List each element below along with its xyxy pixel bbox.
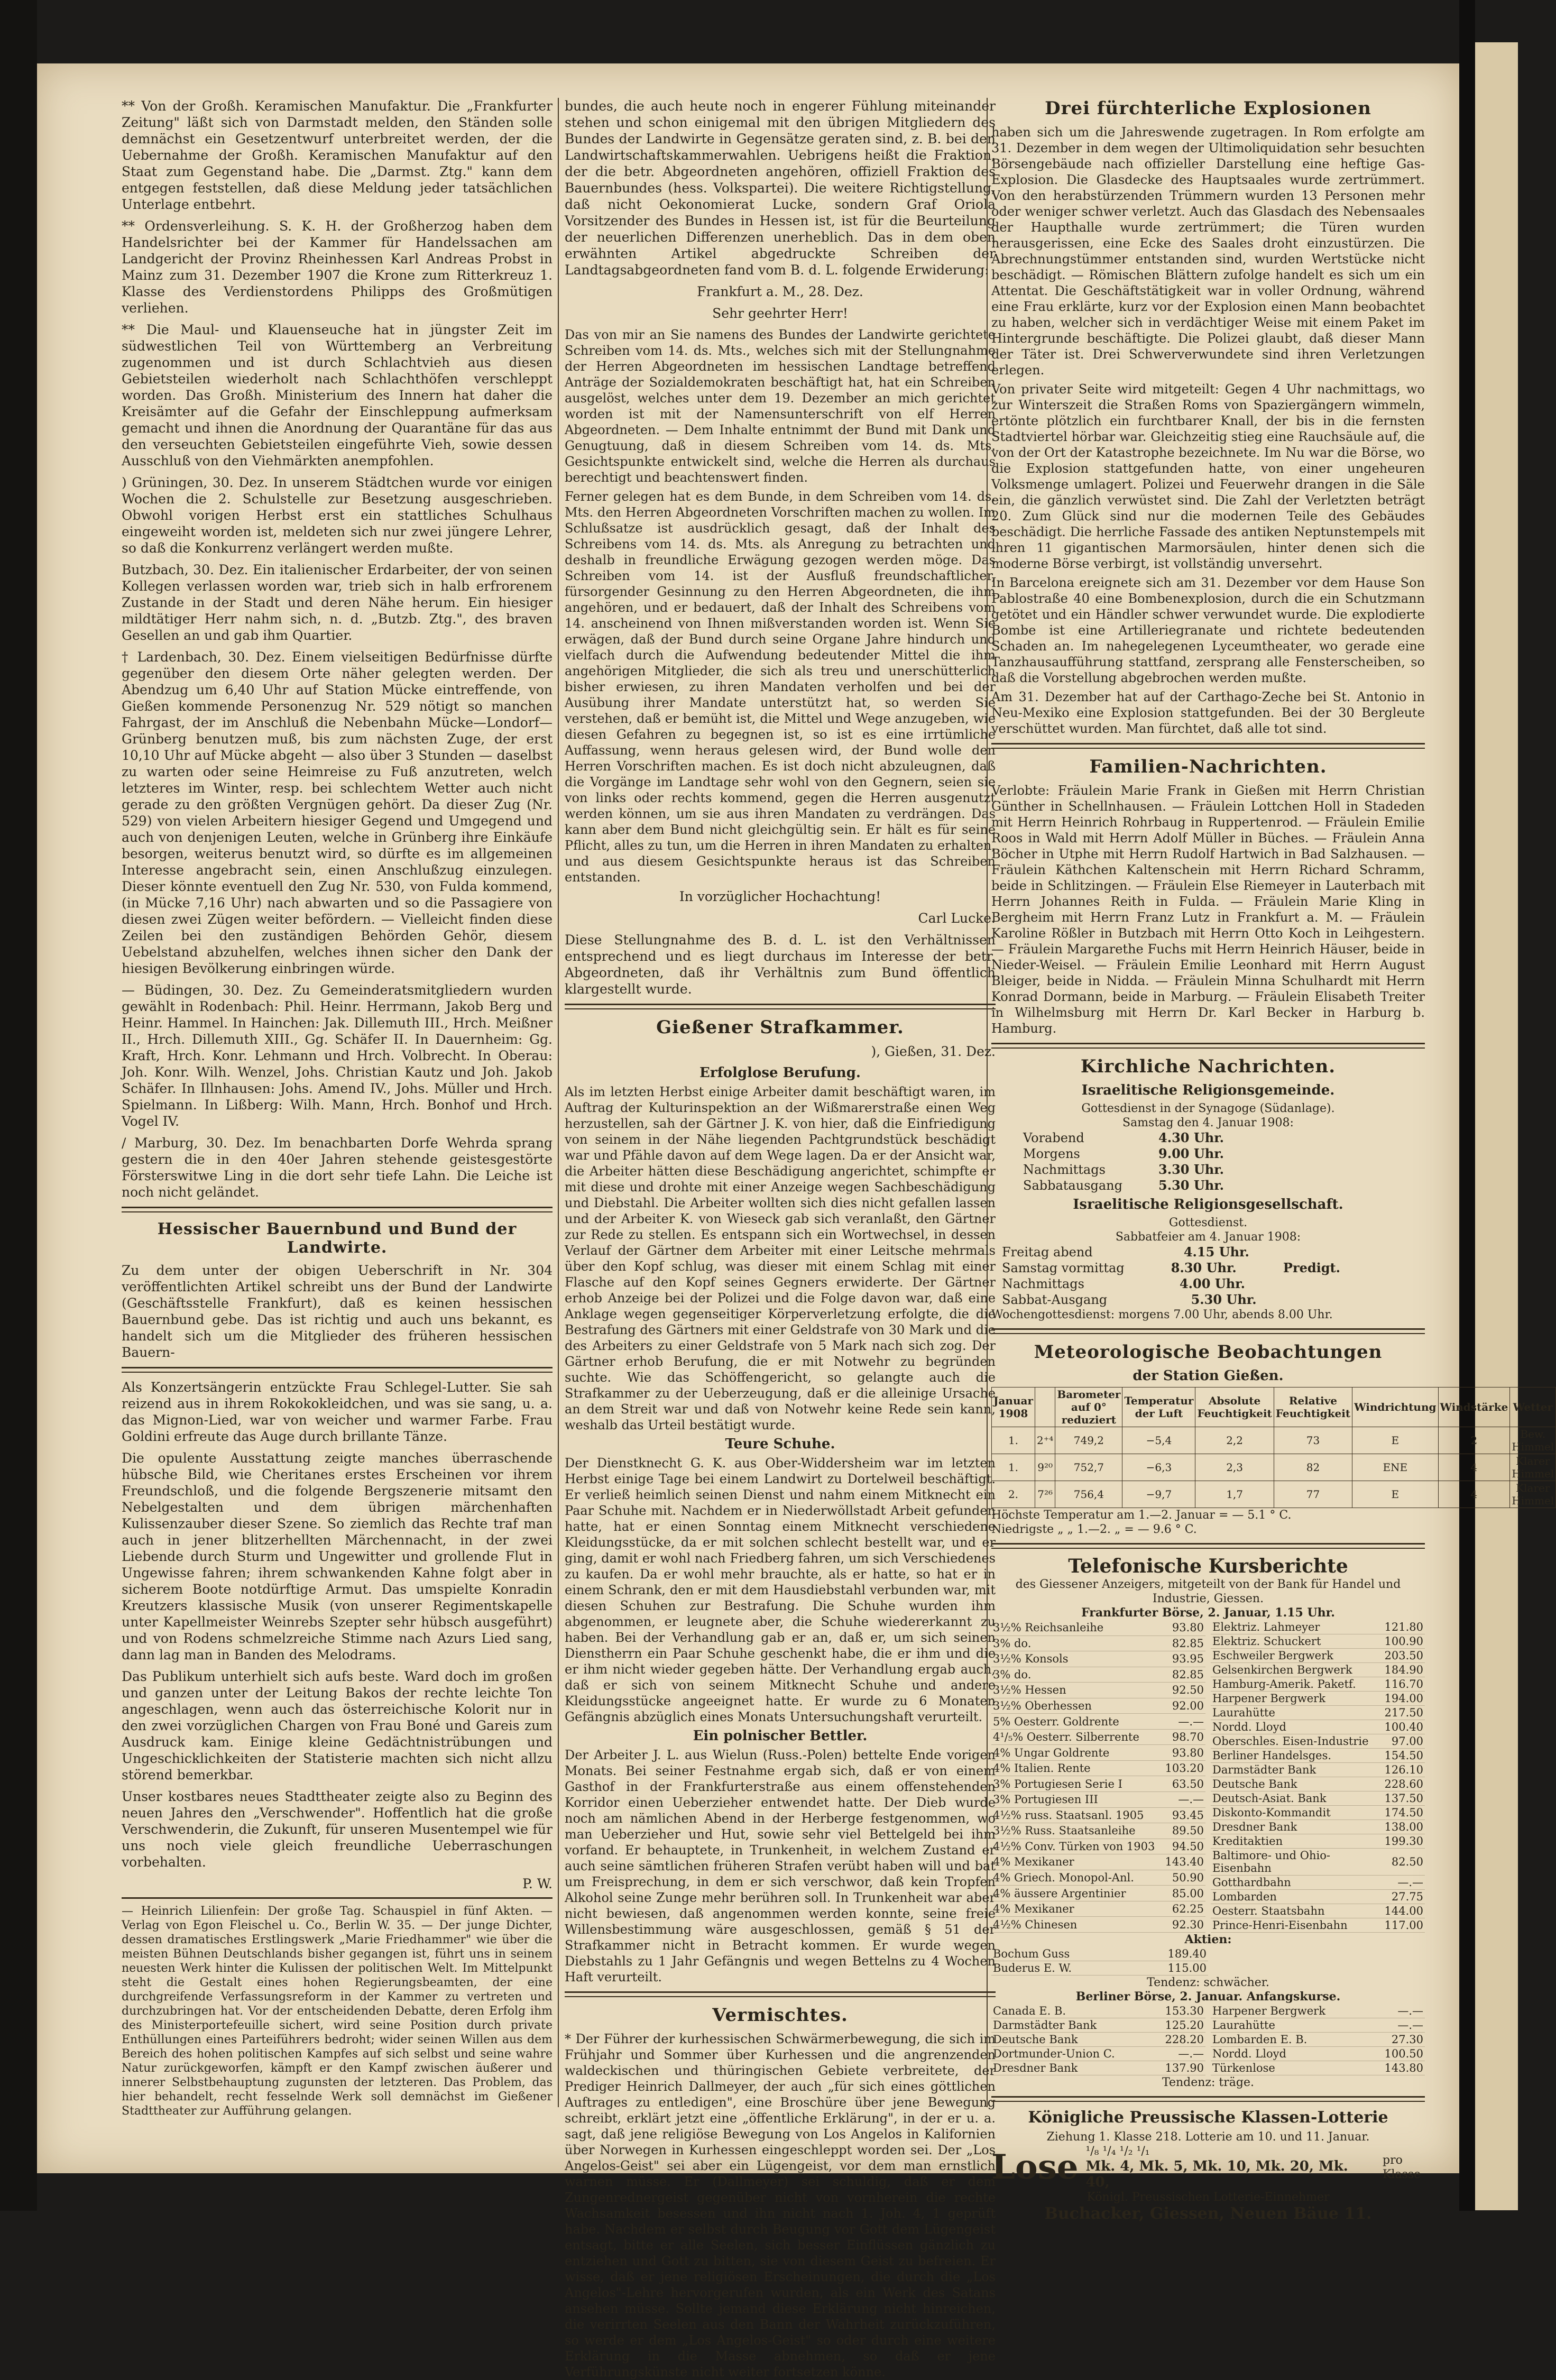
review-paragraph: Als Konzertsängerin entzückte Frau Schlegel-Lutter. Sie sah reizend aus in ihrem Rokokokleidchen, und was sie sang, u. a. das Mignon-Lied, war von weicher und warmer Farbe. Frau Goldini erfreute das Auge durch brillante Tänze. [122, 1380, 553, 1444]
berlin-table-left [991, 2004, 1205, 2075]
quote-value: 228.20 [1152, 2033, 1205, 2047]
case-heading: Ein polnischer Bettler. [693, 1728, 868, 1744]
section-rule [565, 1004, 996, 1009]
quote-row [991, 2004, 1205, 2018]
quote-name: Harpener Bergwerk [1211, 1692, 1383, 1706]
quote-row [1211, 1734, 1425, 1749]
quote-name: Nordd. Lloyd [1211, 2047, 1368, 2061]
quote-value: 92.00 [1162, 1698, 1205, 1714]
quote-row [1211, 2061, 1425, 2075]
quote-value: 103.20 [1162, 1760, 1205, 1776]
weather-table [991, 1387, 1556, 1508]
congregation-title: Israelitische Religionsgesellschaft. [1073, 1197, 1343, 1212]
congregation-subtitle: Gottesdienst in der Synagoge (Südanlage). [1081, 1102, 1335, 1115]
service-row: Sabbatausgang 5.30 Uhr. [1023, 1178, 1224, 1193]
quote-row [1211, 1777, 1425, 1791]
quote-value: 82.85 [1162, 1667, 1205, 1683]
quote-row [991, 1620, 1205, 1635]
heading-vermischtes: Vermischtes. [712, 2005, 848, 2026]
quote-name: 4½% Conv. Türken von 1903 [991, 1839, 1162, 1854]
case-text: Der Arbeiter J. L. aus Wielun (Russ.-Polen) bettelte Ende vorigen Monats. Bei seiner Festnahme ergab sich, daß er von einem Gasthof in der Frankfurterstraße aus einem offenstehenden Korridor einen Ueberzieher entwendet hatte. Der Dieb wurde noch am nämlichen Abend in der Herberge festgenommen, wo man Ueberzieher und Hut, sowie sehr viel Bettelgeld bei ihm vorfand. Er behauptete, in Trunkenheit, in welchem Zustand er auch seine sämtlichen früheren Strafen verübt haben will und bat um Freisprechung, in dem er sich verschwor, daß kein Tropfen Alkohol seine Zunge mehr berühren soll. In Trunkenheit war aber nicht bewiesen, daß angenommen werden konnte, seine freie Willensbestimmung wäre ausgeschlossen, gemäß § 51 der Strafkammer nicht in Betracht kommen. Er wurde wegen Diebstahls zu 1 Jahr Gefängnis und wegen Bettelns zu 4 Wochen Haft verurteilt. [565, 1748, 996, 1984]
church-notices [991, 1056, 1425, 1322]
quote-row [991, 1760, 1205, 1776]
quote-value: 154.50 [1383, 1749, 1425, 1763]
quote-value: 93.80 [1162, 1620, 1205, 1635]
quote-value: 143.80 [1368, 2061, 1425, 2075]
article-neumexiko: Am 31. Dezember hat auf der Carthago-Zeche bei St. Antonio in Neu-Mexiko eine Explosion stattgefunden. Bei der 30 Bergleute verschüttet wurden. Man fürchtet, daß alle tot sind. [991, 690, 1425, 736]
weather-max: Höchste Temperatur am 1.—2. Januar = — 5.1 ° C. [991, 1509, 1292, 1522]
quote-name: 3½% Russ. Staatsanleihe [991, 1823, 1162, 1839]
quote-name: 3½% Hessen [991, 1683, 1162, 1698]
quote-row [1211, 1620, 1425, 1634]
quote-row [1211, 1849, 1425, 1876]
quote-row [991, 1823, 1205, 1839]
quote-value: 89.50 [1162, 1823, 1205, 1839]
quote-row [1211, 1791, 1425, 1806]
article-rom-2: Von privater Seite wird mitgeteilt: Gegen 4 Uhr nachmittags, wo zur Winterszeit die Straßen Roms von Spaziergängern wimmeln, ertönte plötzlich ein furchtbarer Knall, der bis in die fernsten Stadtviertel hörbar war. Gleichzeitig stieg eine Rauchsäule auf, die von der Ort der Katastrophe bezeichnete. Im Nu war die Börse, wo die Explosion stattgefunden hatte, von einer ungeheuren Volksmenge umlagert. Polizei und Feuerwehr drangen in die Säle ein, die gänzlich verwüstet sind. Die Zahl der Verletzten beträgt 20. Zum Glück sind nur die modernen Teile des Gebäudes beschädigt. Die herrliche Fassade des antiken Neptunstempels mit ihren 11 gigantischen Marmorsäulen, hinter denen sich die moderne Börse verbirgt, ist vollständig unversehrt. [991, 382, 1425, 571]
quote-value: 194.00 [1383, 1692, 1425, 1706]
quote-value: —.— [1368, 2004, 1425, 2018]
weather-row: 2. 7²⁶ 756,4 −9,7 1,7 77 E 4 Klarer Himmel [992, 1481, 1556, 1508]
stock-table-right [1211, 1620, 1425, 1933]
quote-value: —.— [1162, 1714, 1205, 1730]
quote-value: 184.90 [1383, 1663, 1425, 1677]
section-rule [122, 1207, 553, 1212]
quote-row [991, 2033, 1205, 2047]
quote-name: Türkenlose [1211, 2061, 1368, 2075]
article-keramik: ** Von der Großh. Keramischen Manufaktur. Die „Frankfurter Zeitung" läßt sich von Darmstadt melden, den Ständen solle demnächst ein Gesetzentwurf unterbreitet werden, der die Uebernahme der Großh. Keramischen Manufaktur auf den Staat zum Gegenstand habe. Die „Darmst. Ztg." kann dem entgegen feststellen, daß diese Meldung jeder tatsächlichen Unterlage entbehrt. [122, 98, 553, 212]
quote-row [1211, 1904, 1425, 1918]
quote-value: 82.85 [1162, 1635, 1205, 1651]
quote-row [991, 1886, 1205, 1901]
quote-name: 4% Mexikaner [991, 1901, 1162, 1917]
letter-paragraph: Das von mir an Sie namens des Bundes der Landwirte gerichtete Schreiben vom 14. ds. Mts., welches sich mit der Stellungnahme der Herren Abgeordneten im hessischen Landtage betreffend Anträge der Sozialdemokraten beschäftigt hat, hat ein Schreiben ausgelöst, welches unter dem 19. Dezember an mich gerichtet worden ist mit der Namensunterschrift von elf Herren Abgeordneten. — Dem Inhalte entnimmt der Bund mit Dank und Genugtuung, daß in diesem Schreiben vom 14. ds. Mts. Gesichtspunkte entwickelt sind, welche die Herren als durchaus berechtigt und beachtenswert finden. [565, 327, 996, 485]
quote-value: 137.90 [1152, 2061, 1205, 2075]
service-row: Nachmittags 3.30 Uhr. [1023, 1162, 1224, 1177]
lottery-title: Königliche Preussische Klassen-Lotterie [1028, 2108, 1388, 2127]
quote-row [991, 1917, 1205, 1933]
quote-row [1211, 2004, 1425, 2018]
service-row: Nachmittags 4.00 Uhr. [1002, 1276, 1245, 1291]
quote-name: Gelsenkirchen Bergwerk [1211, 1663, 1383, 1677]
quote-value: 199.30 [1383, 1834, 1425, 1849]
quote-row [1211, 1677, 1425, 1692]
quote-name: Deutsch-Asiat. Bank [1211, 1791, 1383, 1806]
lottery-fractions: ¹/₈ ¹/₄ ¹/₂ ¹/₁ [1085, 2145, 1150, 2158]
heading-strafkammer: Gießener Strafkammer. [656, 1017, 904, 1038]
quote-name: Darmstädter Bank [1211, 1763, 1383, 1777]
quote-name: Hamburg-Amerik. Paketf. [1211, 1677, 1383, 1692]
quote-row [1211, 1890, 1425, 1904]
lottery-seller: Königl. Preussischen Lotterie-Einnehmer [1087, 2191, 1330, 2204]
quote-value: 94.50 [1162, 1839, 1205, 1854]
article-barcelona: In Barcelona ereignete sich am 31. Dezember vor dem Hause Son Pablostraße 40 eine Bombenexplosion, durch die ein Schutzmann getötet und ein Händler schwer verwundet wurde. Die explodierte Bombe ist eine Artilleriegranate und richtete bedeutenden Schaden an. Im nahegelegenen Lyceumtheater, wo gerade eine Tanzhausaufführung stattfand, zersprang alle Fensterscheiben, so daß die Vorstellung abgebrochen werden mußte. [991, 575, 1425, 685]
weekday-services: Wochengottesdienst: morgens 7.00 Uhr, abends 8.00 Uhr. [991, 1308, 1333, 1321]
heading-bauernbund: Hessischer Bauernbund und Bund der Landwirte. [157, 1220, 517, 1257]
quote-row [1211, 1820, 1425, 1834]
stock-exchange-title: Frankfurter Börse, 2. Januar, 1.15 Uhr. [1081, 1606, 1335, 1620]
quote-row [991, 1729, 1205, 1745]
quote-row [1211, 1634, 1425, 1649]
quote-value: 115.00 [1135, 1961, 1208, 1975]
service-row: Vorabend 4.30 Uhr. [1023, 1130, 1224, 1145]
binding-edge [0, 0, 37, 2211]
quote-value: 203.50 [1383, 1649, 1425, 1663]
quote-name: Lombarden [1211, 1890, 1383, 1904]
quote-value: 126.10 [1383, 1763, 1425, 1777]
article-seuche: ** Die Maul- und Klauenseuche hat in jüngster Zeit im südwestlichen Teil von Württemberg an Verbreitung zugenommen und ist durch Schlachtvieh aus diesen Gebietsteilen wiederholt nach Schlachthöfen verschleppt worden. Das Großh. Ministerium des Innern hat daher die Kreisämter auf die Gefahr der Einschleppung aufmerksam gemacht und ihnen die Anordnung der Quarantäne für das aus den verseuchten Gebietsteilen eingeführte Vieh, sowie dessen Ausschluß von den Viehmärkten anempfohlen. [122, 322, 553, 468]
weather-report [991, 1341, 1554, 1537]
quote-row [991, 1807, 1205, 1823]
quote-name: 4% Italien. Rente [991, 1760, 1162, 1776]
quote-name: 4% Ungar Goldrente [991, 1745, 1162, 1761]
quote-row [1211, 1918, 1425, 1933]
lottery-per-class: pro Klasse [1383, 2153, 1421, 2181]
adjacent-page-edge [1475, 42, 1518, 2210]
column-1 [122, 98, 553, 2118]
article-grueningen: ) Grüningen, 30. Dez. In unserem Städtchen wurde vor einigen Wochen die 2. Schulstelle zur Besetzung ausgeschrieben. Obwohl vorigen Herbst erst ein stattliches Schulhaus eingeweiht worden ist, meldeten sich nur zwei jüngere Lehrer, so daß die Konkurrenz verlängert werden mußte. [122, 475, 553, 556]
lottery-ad [991, 2108, 1425, 2223]
quote-name: Lombarden E. B. [1211, 2033, 1368, 2047]
gutter-shadow [1459, 0, 1475, 2211]
column-rule [558, 98, 559, 2107]
article-rom: haben sich um die Jahreswende zugetragen. In Rom erfolgte am 31. Dezember in dem wegen der Ultimoliquidation sehr besuchten Börsengebäude nach offizieller Darstellung eine heftige Gas-Explosion. Die Glasdecke des Hauptsaales wurde zertrümmert. Von den herabstürzenden Trümmern wurden 13 Personen mehr oder weniger schwer verletzt. Auch das Glasdach des Nebensaales der Haupthalle wurde zertrümmert; die Türen wurden herausgerissen, eine Ecke des Saales droht einzustürzen. Die Abrechnungstümmer entstanden sind, wurden Wertstücke nicht beschädigt. — Römischen Blättern zufolge handelt es sich um ein Attentat. Die Geschäftstätigkeit war in voller Ordnung, während eine Frau erklärte, kurz vor der Explosion einen Mann beobachtet zu haben, welcher sich in verdächtiger Weise mit einem Paket im Hintergrunde beschäftigte. Die Polizei glaubt, daß dieser Mann der Täter ist. Drei Schwerverwundete sind ihren Verletzungen erlegen. [991, 125, 1425, 378]
quote-value: 85.00 [1162, 1886, 1205, 1901]
service-date: Samstag den 4. Januar 1908: [1122, 1116, 1294, 1129]
article-bauernbund: Zu dem unter der obigen Ueberschrift in Nr. 304 veröffentlichten Artikel schreibt uns der Bund der Landwirte (Geschäftsstelle Frankfurt), daß es keinen hessischen Bauernbund gebe. Das ist richtig und auch uns bekannt, es handelt sich um die Mitglieder des früheren hessischen Bauern- [122, 1263, 553, 1360]
weather-header-row: Januar 1908 Barometer auf 0° reduziert Temperatur der Luft Absolute Feuchtigkeit Relative Feuchtigkeit Windrichtung Windstärke Wetter [992, 1387, 1556, 1427]
letter-paragraph: Ferner gelegen hat es dem Bunde, in dem Schreiben vom 14. ds. Mts. den Herren Abgeordneten Vorschriften machen zu wollen. Im Schlußsatze ist ausdrücklich gesagt, daß der Inhalt des Schreibens vom 14. ds. Mts. als Anregung zu betrachten und deshalb in freundliche Erwägung gezogen werden möge. Das Schreiben vom 14. ist der Ausfluß freundschaftlicher, fürsorgender Gesinnung zu den Herren Abgeordneten, die ihm angehören, und er bedauert, daß der Inhalt des Schreibens vom 14. anscheinend von Ihnen mißverstanden worden ist. Wenn Sie erwägen, daß der Bund durch seine Organe Jahre hindurch und vielfach durch die Aufwendung bedeutender Mittel die ihm angehörigen Mitglieder, die sich als treu und unerschütterlich bisher erwiesen, zu ihren Mandaten verholfen und bei der Ausübung ihrer Mandate unterstützt hat, so werden Sie verstehen, daß er bemüht ist, die Mittel und Wege anzugeben, wie diesen Gefahren zu begegnen ist, so ist es eine irrtümliche Auffassung, wenn heraus gelesen wird, der Bund wolle den Herren Vorschriften machen. Es ist doch nicht abzuleugnen, daß die Vorgänge im Landtage sehr wohl von den Gegnern, seien sie von links oder rechts kommend, gegen die Herren ausgenutzt werden können, um sie aus ihren Mandaten zu verdrängen. Das kann aber dem Bund nicht gleichgültig sein. Er hält es für seine Pflicht, alles zu tun, um die Herren in ihren Mandaten zu erhalten, und aus diesem Gesichtspunkte heraus ist das Schreiben entstanden. [565, 489, 996, 885]
quote-row [991, 1901, 1205, 1917]
quote-row [991, 1635, 1205, 1651]
quote-value: 93.45 [1162, 1807, 1205, 1823]
quote-value: 117.00 [1383, 1918, 1425, 1933]
quote-name: Eschweiler Bergwerk [1211, 1649, 1383, 1663]
section-rule [991, 743, 1425, 749]
service-row: Samstag vormittag 8.30 Uhr. Predigt. [1002, 1260, 1340, 1275]
stock-subtitle: des Giessener Anzeigers, mitgeteilt von der Bank für Handel und Industrie, Giessen. [1015, 1578, 1401, 1605]
quote-row [991, 1714, 1205, 1730]
service-date: Sabbatfeier am 4. Januar 1908: [1115, 1230, 1301, 1244]
berlin-table-right [1211, 2004, 1425, 2075]
quote-name: 3½% Oberhessen [991, 1698, 1162, 1714]
quote-row [991, 1854, 1205, 1870]
quote-row [991, 1651, 1205, 1667]
quote-value: 27.30 [1368, 2033, 1425, 2047]
column-2 [565, 98, 996, 2379]
quote-value: —.— [1383, 1876, 1425, 1890]
quote-name: Buderus E. W. [991, 1961, 1135, 1975]
quote-value: 82.50 [1383, 1849, 1425, 1876]
quote-row [1211, 1649, 1425, 1663]
section-rule [122, 1897, 553, 1899]
quote-row [991, 1698, 1205, 1714]
section-rule [991, 1043, 1425, 1049]
quote-name: 3% Portugiesen III [991, 1791, 1162, 1807]
quote-row [991, 1839, 1205, 1854]
weather-row: 1. 9²⁰ 752,7 −6,3 2,3 82 ENE 4 Klarer Himmel [992, 1454, 1556, 1481]
quote-row [1211, 1706, 1425, 1720]
heading-explosionen: Drei fürchterliche Explosionen [1045, 98, 1371, 119]
quote-name: Bochum Guss [991, 1947, 1135, 1961]
review-paragraph: Das Publikum unterhielt sich aufs beste. Ward doch im großen und ganzen unter der Leitung Bakos der rechte leichte Ton angeschlagen, wenn auch das österreichische Kolorit nur in den zwei vorzüglichen Chargen von Frau Boné und Gareis zum Ausdruck kam. Einige kleine Gedächtnistrübungen und Ungeschicklichkeiten der Statisterie machten sich nicht allzu störend bemerkbar. [122, 1669, 553, 1782]
quote-name: 4½% russ. Staatsanl. 1905 [991, 1807, 1162, 1823]
quote-name: Deutsche Bank [1211, 1777, 1383, 1791]
quote-value: 92.30 [1162, 1917, 1205, 1933]
case-text: Der Dienstknecht G. K. aus Ober-Widdersheim war im letzten Herbst einige Tage bei einem Landwirt zu Dortelweil beschäftigt. Er verließ heimlich seinen Dienst und nahm einem Mitknecht ein Paar Schuhe mit. Nachdem er in Niederwöllstadt Arbeit gefunden hatte, hat er einen Sonntag einem Mitknecht verschiedene Kleidungsstücke, da er mit solchen schlecht bestellt war, und er ging, damit er wohl nach Friedberg fahren, um sich Verschiedenes zu kaufen. Da er wohl mehr brauchte, als er hatte, so hat er in einem Schrank, den er mit dem Hausdiebstahl verbunden war, mit diesen Schuhen zur Bestrafung. Die Schuhe wurden ihm abgenommen, er leugnete aber, die Schuhe wiedererkannt zu haben. Bei der Verhandlung gab er an, daß er, um sich seinen Dienstherrn ein Paar Schuhe geschenkt habe, die er ihm und die er ihm nicht wieder gegeben hätte. Der Verhandlung ergab auch, daß er sich von seinem Mitknecht Schuhe und andere Kleidungsstücke angeeignet hatte. Er wurde zu 6 Monaten Gefängnis abzüglich eines Monats Untersuchungshaft verurteilt. [565, 1456, 996, 1724]
quote-name: Elektriz. Schuckert [1211, 1634, 1383, 1649]
family-announcements: Verlobte: Fräulein Marie Frank in Gießen mit Herrn Christian Günther in Schellnhausen. — Fräulein Lottchen Holl in Stadeden mit Herrn Heinrich Rohrbaug in Ruppertenrod. — Fräulein Emilie Roos in Wald mit Herrn Adolf Müller in Büches. — Fräulein Anna Böcher in Utphe mit Herrn Rudolf Hartwich in Bad Salzhausen. — Fräulein Käthchen Kaltenschein mit Herrn Richard Schramm, beide in Schlitzingen. — Fräulein Else Riemeyer in Lauterbach mit Herrn Johannes Reith in Fulda. — Fräulein Marie Kling in Bergheim mit Herrn Franz Lutz in Frankfurt a. M. — Fräulein Karoline Rößler in Butzbach mit Herrn Otto Koch in Leihgestern. — Fräulein Margarethe Fuchs mit Herrn Heinrich Häuser, beide in Nieder-Weisel. — Fräulein Emilie Leonhard mit Herrn August Bleiger, beide in Nidda. — Fräulein Minna Schulhardt mit Herrn Konrad Dormann, beide in Marburg. — Fräulein Elisabeth Treiter in Wilhelmsburg mit Herrn Dr. Karl Becker in Harburg b. Hamburg. [991, 783, 1425, 1036]
heading-familie: Familien-Nachrichten. [1089, 756, 1327, 777]
quote-value: 116.70 [1383, 1677, 1425, 1692]
article-bdl-conclusion: Diese Stellungnahme des B. d. L. ist den Verhältnissen entsprechend und es liegt durchaus im Interesse der betr. Abgeordneten, daß ihr Verhältnis zum Bund öffentlich klargestellt wurde. [565, 932, 996, 997]
quote-value: 100.40 [1383, 1720, 1425, 1734]
quote-name: Darmstädter Bank [991, 2018, 1152, 2033]
quote-name: 3% do. [991, 1667, 1162, 1683]
quote-name: 3% Portugiesen Serie I [991, 1776, 1162, 1792]
review-paragraph: Unser kostbares neues Stadttheater zeigte also zu Beginn des neuen Jahres den „Verschwender". Hoffentlich hat die große Verschwenderin, die Zukunft, für unseren Musentempel wie für uns noch viele gleich freundliche Ueberraschungen vorbehalten. [122, 1789, 553, 1870]
quote-value: 125.20 [1152, 2018, 1205, 2033]
quote-row [991, 1683, 1205, 1698]
quote-row [991, 1947, 1208, 1961]
quote-value: —.— [1368, 2018, 1425, 2033]
column-3 [991, 98, 1554, 2223]
letter-salutation: Sehr geehrter Herr! [712, 306, 848, 321]
quote-value: 62.25 [1162, 1901, 1205, 1917]
quote-value: 98.70 [1162, 1729, 1205, 1745]
quote-row [991, 2018, 1205, 2033]
quote-value: —.— [1162, 1791, 1205, 1807]
quote-name: 3½% Reichsanleihe [991, 1620, 1162, 1635]
berlin-title: Berliner Börse, 2. Januar. Anfangskurse. [1075, 1990, 1341, 2004]
case-heading: Teure Schuhe. [725, 1436, 835, 1452]
quote-row [1211, 1763, 1425, 1777]
quote-name: Nordd. Lloyd [1211, 1720, 1383, 1734]
quote-name: Dresdner Bank [991, 2061, 1152, 2075]
stock-table-left [991, 1620, 1205, 1933]
lottery-firm: Buchacker, Giessen, Neuen Bäue 11. [1044, 2204, 1372, 2223]
weather-subtitle: der Station Gießen. [1133, 1368, 1284, 1384]
aktien-title: Aktien: [1184, 1933, 1232, 1946]
review-signature: P. W. [522, 1876, 553, 1891]
service-row: Morgens 9.00 Uhr. [1023, 1146, 1224, 1161]
quote-row [991, 2047, 1205, 2061]
quote-row [1211, 1876, 1425, 1890]
stock-report [991, 1555, 1425, 2090]
quote-value: 121.80 [1383, 1620, 1425, 1634]
quote-value: 93.95 [1162, 1651, 1205, 1667]
quote-row [1211, 1663, 1425, 1677]
article-bdl-continued: bundes, die auch heute noch in engerer Fühlung miteinander stehen und schon einigemal mit den übrigen Mitgliedern des Bundes der Landwirte in Gegensätze geraten sind, z. B. bei den Landwirtschaftskammerwahlen. Uebrigens heißt die Fraktion, der die betr. Abgeordneten angehören, offiziell Fraktion des Bauernbundes (hess. Volkspartei). Die weitere Richtigstellung, daß nicht Oekonomierat Lucke, sondern Graf Oriola Vorsitzender des Bundes in Hessen ist, ist für die Beurteilung der neuerlichen Differenzen unerheblich. Das in dem oben erwähnten Artikel abgedruckte Schreiben der Landtagsabgeordneten fand vom B. d. L. folgende Erwiderung: [565, 98, 996, 278]
heading-kirche: Kirchliche Nachrichten. [1080, 1056, 1336, 1077]
quote-row [1211, 1692, 1425, 1706]
quote-value: 100.50 [1368, 2047, 1425, 2061]
stock-title: Telefonische Kursberichte [1068, 1555, 1348, 1577]
tendency: Tendenz: schwächer. [1147, 1976, 1269, 1989]
article-lardenbach: † Lardenbach, 30. Dez. Einem vielseitigen Bedürfnisse dürfte gegenüber den diesem Orte näher gelegten werden. Der Abendzug um 6,40 Uhr auf Station Mücke eintreffende, von Gießen kommende Personenzug Nr. 529 nötigt so manchen Fahrgast, der im Anschluß die Nebenbahn Mücke—Londorf—Grünberg benutzen muß, bis zum nächsten Zuge, der erst 10,10 Uhr auf Mücke abgeht — also über 3 Stunden — daselbst zu warten oder seine Heimreise zu Fuß anzutreten, welch letzteres im Winter, resp. bei schlechtem Wetter auch nicht gerade zu den größten Vergnügen gehört. Da dieser Zug (Nr. 529) von vielen Arbeitern hiesiger Gegend und Umgegend und auch von denjenigen Leuten, welche in Grünberg ihre Einkäufe besorgen, weiterus benutzt wird, so dürfte es im allgemeinen Interesse angebracht sein, einen Anschlußzug einzulegen. Dieser könnte eventuell den Zug Nr. 530, von Fulda kommend, (in Mücke 7,16 Uhr) nach abwarten und so die Passagiere von diesen zwei Zügen weiter befördern. — Vielleicht finden diese Zeilen bei den zuständigen Behörden Gehör, diesem Uebelstand abzuhelfen, welches ihnen sicher den Dank der hiesigen Bevölkerung einbringen würde. [122, 649, 553, 976]
case-text: Als im letzten Herbst einige Arbeiter damit beschäftigt waren, im Auftrag der Kulturinspektion an der Wißmarerstraße einen Weg herzustellen, sah der Gärtner J. K. von hier, daß die Einfriedigung von seinem in der Nähe liegenden Pachtgrundstück beschädigt war und Pfähle davon auf dem Wege lagen. Da er der Ansicht war, die Arbeiter hätten diese Beschädigung angerichtet, schimpfte er mit diese und drohte mit einer Anzeige wegen Sachbeschädigung und Diebstahl. Die Arbeiter wollten sich dies nicht gefallen lassen und der Arbeiter K. von Wieseck gab sich veranlaßt, den Gärtner zur Rede zu stellen. Es entspann sich ein Wortwechsel, in dessen Verlauf der Gärtner dem Arbeiter mit einer Leitsche mehrmals über den Kopf schlug, was dieser mit einem Schlag mit einer Flasche auf den Kopf seines Gegners erwiderte. Der Gärtner erhob Anzeige bei der Polizei und die Folge davon war, daß eine Anklage wegen gegenseitiger Körperverletzung erfolgte, die die Bestrafung des Gärtners mit einer Geldstrafe von 30 Mark und die des Arbeiters zu einer Geldstrafe von 5 Mark nach sich zog. Der Gärtner erhob Berufung, die er mit Notwehr zu begründen suchte. Wie das Schöffengericht, so gelangte auch die Strafkammer zu der Ueberzeugung, daß er die alleinige Ursache an dem Streit war und daß von Notwehr keine Rede sein kann, weshalb das Urteil bestätigt wurde. [565, 1085, 996, 1432]
review-paragraph: Die opulente Ausstattung zeigte manches überraschende hübsche Bild, wie Cheritanes erstes Erscheinen vor ihrem Freundschloß, und die folgende Bergszenerie mitsamt den Nebelgestalten und dem übrigen märchenhaften Kulissenzauber dieser Szene. So ziemlich das Rechte traf man auch in jener blitzerhellten Märchennacht, in der zwei Liebende durch Sturm und Ungewitter und grollende Flut in Ungewisse fahren; ihrem schwankenden Kahne folgt aber in sicherem Boote notdürftige Armut. Das umspielte Konradin Kreutzers klassische Musik (von unserer Regimentskapelle unter Kapellmeister Weinrebs Szepter sehr hübsch ausgeführt) und von Rodens schmelzreiche Stimme nach Azurs Lied sang, dann lag man in Banden des Melodrams. [122, 1450, 553, 1662]
lottery-lose: Lose [991, 2147, 1079, 2187]
quote-name: 3½% Konsols [991, 1651, 1162, 1667]
quote-name: Dortmunder-Union C. [991, 2047, 1152, 2061]
weather-row: 1. 2⁺⁴ 749,2 −5,4 2,2 73 E 2 Bew. Himmel [992, 1427, 1556, 1454]
quote-name: 4% äussere Argentinier [991, 1886, 1162, 1901]
quote-value: —.— [1152, 2047, 1205, 2061]
letter-closing: In vorzüglicher Hochachtung! [679, 889, 881, 904]
quote-value: 63.50 [1162, 1776, 1205, 1792]
section-rule [122, 1367, 553, 1373]
quote-name: Oesterr. Staatsbahn [1211, 1904, 1383, 1918]
quote-value: 93.80 [1162, 1745, 1205, 1761]
quote-name: Canada E. B. [991, 2004, 1152, 2018]
quote-name: 4½% Chinesen [991, 1917, 1162, 1933]
quote-value: 217.50 [1383, 1706, 1425, 1720]
quote-value: 92.50 [1162, 1683, 1205, 1698]
service-row: Freitag abend 4.15 Uhr. [1002, 1244, 1249, 1260]
lottery-date: Ziehung 1. Klasse 218. Lotterie am 10. und 11. Januar. [1046, 2130, 1370, 2144]
book-notice: — Heinrich Lilienfein: Der große Tag. Schauspiel in fünf Akten. — Verlag von Egon Fleischel u. Co., Berlin W. 35. — Der junge Dichter, dessen dramatisches Erstlingswerk „Marie Friedhammer" wie über die meisten Bühnen Deutschlands bisher gegangen ist, führt uns in seinem neuesten Werk hinter die Kulissen der politischen Welt. Im Mittelpunkt steht die Gestalt eines hohen Regierungsbeamten, der eine durchgreifende Verfassungsreform in der Kammer zu vertreten und durchzubringen hat. Vor der entscheidenden Debatte, deren Erfolg ihm des Ministerportefeuille sichert, wird seine Position durch private Enthüllungen eines Parteiführers bedroht; wider seinen Willen aus dem Bereich des hohen politischen Kampfes auf sich selbst und seine wahre Natur zurückgeworfen, kämpft er den Kampf zwischen äußerer und innerer Selbstbehauptung zugunsten der letzteren. Das Problem, das hier behandelt, recht fesselnde Werk soll demnächst im Gießener Stadttheater zur Aufführung gelangen. [122, 1905, 553, 2118]
quote-name: Gotthardbahn [1211, 1876, 1383, 1890]
quote-row [991, 1745, 1205, 1761]
quote-name: Harpener Bergwerk [1211, 2004, 1368, 2018]
quote-value: 189.40 [1135, 1947, 1208, 1961]
quote-name: Deutsche Bank [991, 2033, 1152, 2047]
quote-value: 174.50 [1383, 1806, 1425, 1820]
quote-name: Kreditaktien [1211, 1834, 1383, 1849]
article-marburg: / Marburg, 30. Dez. Im benachbarten Dorfe Wehrda sprang gestern die in den 40er Jahren stehende geistesgestörte Försterswitwe Ling in die dort sehr tiefe Lahn. Die Leiche ist noch nicht geländet. [122, 1135, 553, 1200]
quote-name: 4¹/₅% Oesterr. Silberrente [991, 1729, 1162, 1745]
article-butzbach: Butzbach, 30. Dez. Ein italienischer Erdarbeiter, der von seinen Kollegen verlassen worden war, trieb sich in halb erfrorenem Zustande in der Stadt und deren Nähe herum. Ein hiesiger mildtätiger Herr nahm sich, n. d. „Butzb. Ztg.", des braven Gesellen an und gab ihm Quartier. [122, 562, 553, 643]
quote-value: 27.75 [1383, 1890, 1425, 1904]
quote-row [991, 2061, 1205, 2075]
letter-dateline: Frankfurt a. M., 28. Dez. [697, 284, 863, 299]
quote-name: Berliner Handelsges. [1211, 1749, 1383, 1763]
quote-row [1211, 2018, 1425, 2033]
quote-row [991, 1961, 1208, 1975]
article-schwaermer: * Der Führer der kurhessischen Schwärmerbewegung, die sich im Frühjahr und Sommer über Kurhessen und die angrenzenden waldeckischen und thüringischen Gebiete verbreitete, der Prediger Heinrich Dallmeyer, der auch „für sich eines göttlichen Auftrages zu entledigen", eine Broschüre über jene Bewegung schreibt, erklärt jetzt eine „öffentliche Erklärung", in der er u. a. sagt, daß jene religiöse Bewegung von Los Angelos in Kalifornien über Norwegen in Kurhessen eingeschleppt worden sei. Der „Los Angelos-Geist" sei aber ein Lügengeist, vor dem man ernstlich warnen müsse. Er (Dallmeyer) sei schuldig, daß er dem Zungenrednergeist gegenüber nicht von vornherein die rechte Wachsamkeit besessen und ihn nicht nach 1. Joh. 4, 1 geprüft habe. Nachdem er selbst durch Beugung vor Gott dem Lügengeist entsagt, bitte er alle Seelen, sich besser Einflüssen gänzlich zu entziehen und Gott zu bitten, sie von diesem Geist zu befreien. Er wisse, daß er jene religiösen Erscheinungen, die durch die „Los Angelos"-Lehre hervorgerufen wurden, als ein Werk des Satans ansehen müsse. Sollte jemand diese Erklärung nicht hinreichen, die verirrten Seelen aus den Bann der Wahrheit zurückzuführen, so werde er dem „Los Angelos-Geist" so oder durch eine weitere Erklärung in die Masse abnehmen, so daß er jene Verführungskünste nicht weiter fortsetzen könne. [565, 2032, 996, 2379]
congregation-subtitle: Gottesdienst. [1168, 1216, 1248, 1229]
quote-name: Prince-Henri-Eisenbahn [1211, 1918, 1383, 1933]
congregation-title: Israelitische Religionsgemeinde. [1081, 1082, 1335, 1098]
quote-name: Elektriz. Lahmeyer [1211, 1620, 1383, 1634]
quote-row [1211, 2047, 1425, 2061]
quote-name: 3% do. [991, 1635, 1162, 1651]
article-orden: ** Ordensverleihung. S. K. H. der Großherzog haben dem Handelsrichter bei der Kammer für Handelssachen am Landgericht der Provinz Rheinhessen Karl Andreas Probst in Mainz zum 31. Dezember 1907 die Krone zum Ritterkreuz 1. Klasse des Verdienstordens Philipps des Großmütigen verliehen. [122, 218, 553, 316]
section-rule [991, 1328, 1425, 1334]
section-rule [991, 2096, 1425, 2102]
quote-name: Baltimore- und Ohio-Eisenbahn [1211, 1849, 1383, 1876]
quote-value: 100.90 [1383, 1634, 1425, 1649]
strafkammer-dateline: ), Gießen, 31. Dez. [871, 1044, 996, 1059]
quote-value: 153.30 [1152, 2004, 1205, 2018]
quote-row [1211, 2033, 1425, 2047]
section-rule [991, 1543, 1425, 1549]
weather-min: Niedrigste „ „ 1.—2. „ = — 9.6 ° C. [991, 1523, 1197, 1536]
quote-name: Laurahütte [1211, 2018, 1368, 2033]
quote-name: Dresdner Bank [1211, 1820, 1383, 1834]
aktien-table [991, 1947, 1208, 1975]
quote-row [991, 1791, 1205, 1807]
quote-name: Diskonto-Kommandit [1211, 1806, 1383, 1820]
quote-name: 4% Griech. Monopol-Anl. [991, 1870, 1162, 1886]
quote-value: 228.60 [1383, 1777, 1425, 1791]
quote-name: 5% Oesterr. Goldrente [991, 1714, 1162, 1730]
quote-row [1211, 1720, 1425, 1734]
quote-name: Oberschles. Eisen-Industrie [1211, 1734, 1383, 1749]
article-buedingen: — Büdingen, 30. Dez. Zu Gemeinderatsmitgliedern wurden gewählt in Rodenbach: Phil. Heinr. Herrmann, Jakob Berg und Heinr. Hammel. In Hainchen: Jak. Dillemuth III., Hrch. Meißner II., Hrch. Dillemuth XIII., Gg. Schäfer II. In Dauernheim: Gg. Kraft, Hrch. Konr. Lehmann und Hrch. Volbrecht. In Oberau: Joh. Konr. Wilh. Wenzel, Johs. Christian Kautz und Joh. Jakob Schäfer. In Illnhausen: Johs. Amend IV., Johs. Müller und Hrch. Spielmann. In Lißberg: Wilh. Mann, Hrch. Bonhof und Hrch. Vogel IV. [122, 982, 553, 1129]
quote-name: Laurahütte [1211, 1706, 1383, 1720]
quote-value: 50.90 [1162, 1870, 1205, 1886]
case-heading: Erfolglose Berufung. [699, 1065, 861, 1081]
quote-value: 97.00 [1383, 1734, 1425, 1749]
quote-value: 144.00 [1383, 1904, 1425, 1918]
quote-row [1211, 1834, 1425, 1849]
quote-value: 137.50 [1383, 1791, 1425, 1806]
tendency: Tendenz: träge. [1162, 2076, 1254, 2089]
section-rule [565, 1991, 996, 1997]
letter-signer: Carl Lucke. [918, 911, 996, 926]
quote-row [991, 1870, 1205, 1886]
quote-value: 138.00 [1383, 1820, 1425, 1834]
weather-title: Meteorologische Beobachtungen [1034, 1341, 1383, 1363]
quote-row [1211, 1806, 1425, 1820]
quote-name: 4% Mexikaner [991, 1854, 1162, 1870]
quote-row [991, 1776, 1205, 1792]
quote-value: 143.40 [1162, 1854, 1205, 1870]
lottery-prices: Mk. 4, Mk. 5, Mk. 10, Mk. 20, Mk. 40, [1085, 2158, 1348, 2190]
quote-row [1211, 1749, 1425, 1763]
service-row: Sabbat-Ausgang 5.30 Uhr. [1002, 1292, 1257, 1307]
quote-row [991, 1667, 1205, 1683]
